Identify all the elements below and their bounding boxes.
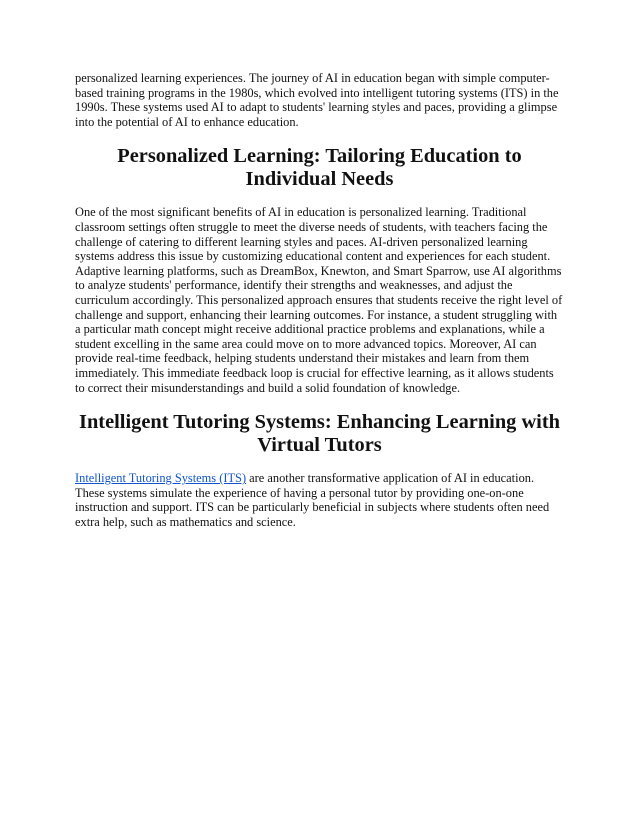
intelligent-tutoring-heading: Intelligent Tutoring Systems: Enhancing Learning with Virtual Tutors: [79, 411, 560, 457]
intro-paragraph: personalized learning experiences. The journey of AI in education began with simple computer-based training programs in the 1980s, which evolved into intelligent tutoring systems (ITS) in the 1990s. These systems used AI to adapt to students' learning styles and paces, providing a glimpse into the potential of AI to enhance education.: [75, 71, 559, 129]
personalized-learning-paragraph: One of the most significant benefits of AI in education is personalized learning. Traditional classroom settings often struggle to meet the diverse needs of students, with teachers facing the challenge of catering to different learning styles and paces. AI-driven personalized learning systems address this issue by customizing educational content and experiences for each student. Adaptive learning platforms, such as DreamBox, Knewton, and Smart Sparrow, use AI algorithms to analyze students' performance, identify their strengths and weaknesses, and adjust the curriculum accordingly. This personalized approach ensures that students receive the right level of challenge and support, enhancing their learning outcomes. For instance, a student struggling with a particular math concept might receive additional practice problems and explanations, while a student excelling in the same area could move on to more advanced topics. Moreover, AI can provide real-time feedback, helping students understand their mistakes and learn from them immediately. This immediate feedback loop is crucial for effective learning, as it allows students to correct their misunderstandings and build a solid foundation of knowledge.: [75, 205, 563, 395]
its-paragraph-text: are another transformative application of AI in education. These systems simulate the experience of having a personal tutor by providing one-on-one instruction and support. ITS can be particularly beneficial in subjects where students often need extra help, such as mathematics and science.: [75, 471, 550, 529]
its-link[interactable]: Intelligent Tutoring Systems (ITS): [75, 471, 247, 486]
personalized-learning-heading: Personalized Learning: Tailoring Education to Individual Needs: [117, 145, 522, 191]
intelligent-tutoring-paragraph: [75, 471, 564, 529]
